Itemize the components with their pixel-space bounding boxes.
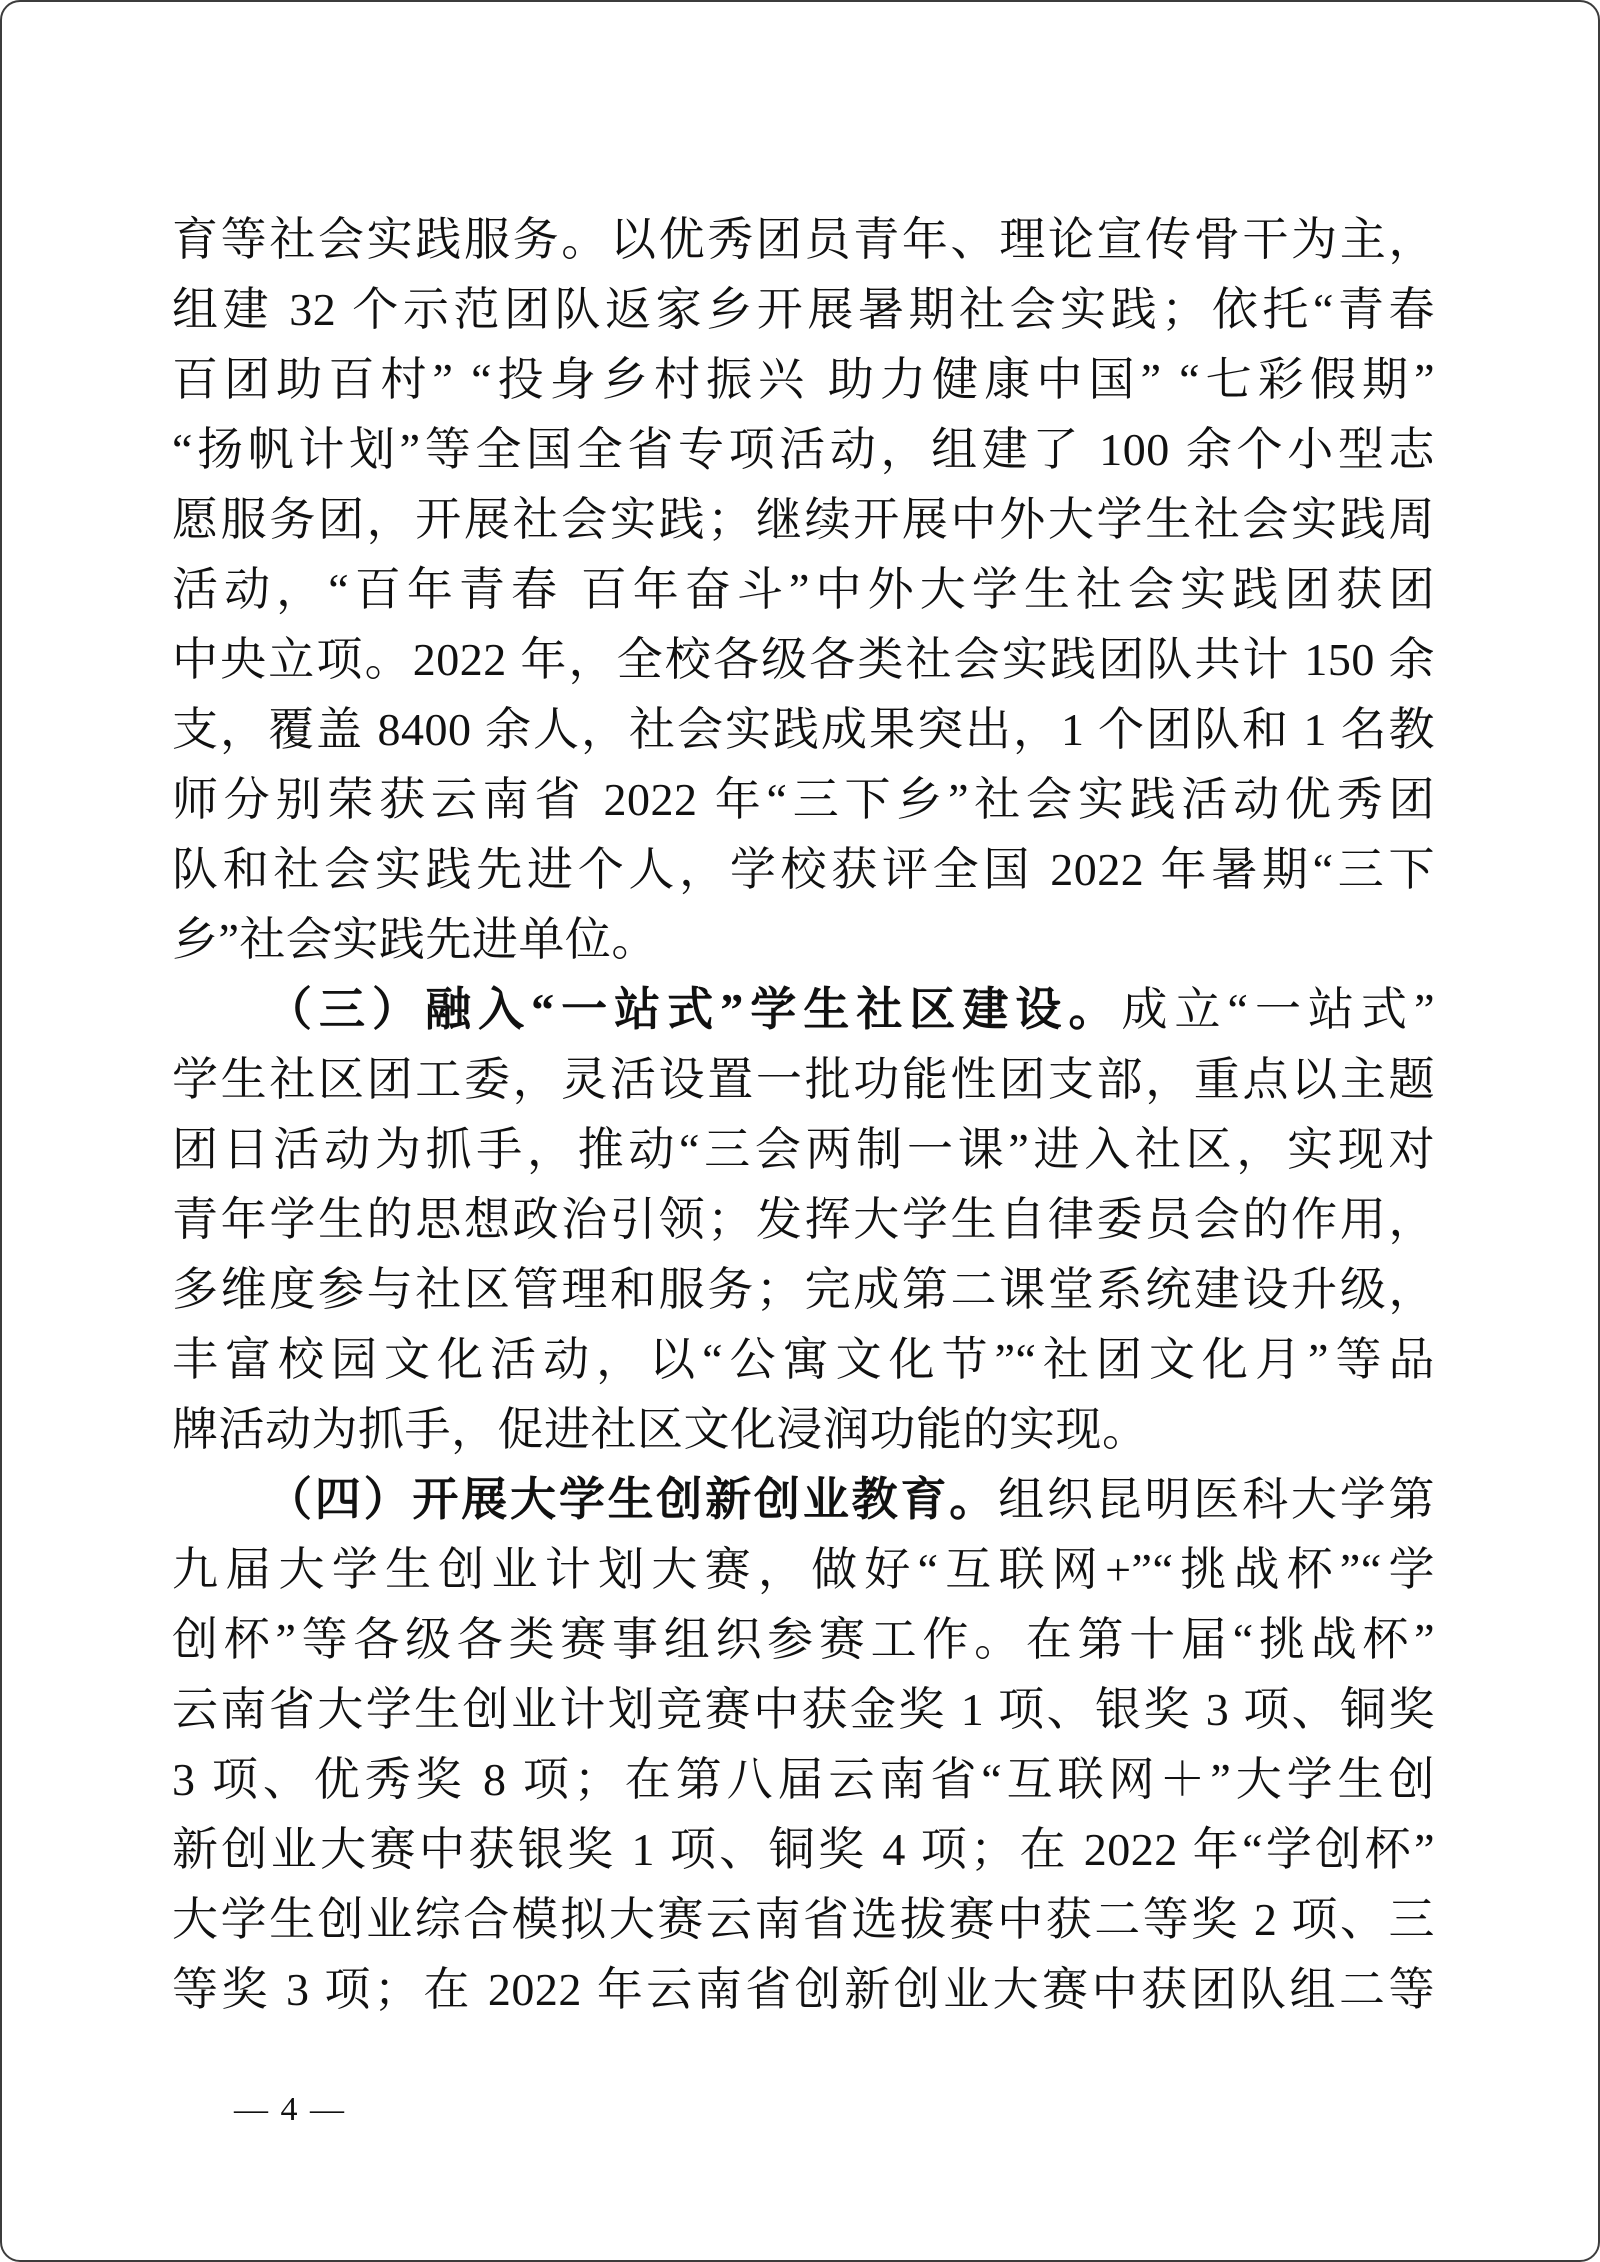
text-line [172, 1535, 1435, 1605]
text-segment: 组织昆明医科大学第 [998, 1474, 1436, 1525]
text-segment: 3 项、优秀奖 8 项；在第八届云南省“互联网＋”大学生创 [172, 1754, 1435, 1805]
text-segment: 百团助百村” “投身乡村振兴 助力健康中国” “七彩假期” [172, 354, 1435, 405]
text-line [172, 695, 1435, 765]
text-line [172, 415, 1435, 485]
text-line [172, 975, 1435, 1045]
text-segment: 云南省大学生创业计划竞赛中获金奖 1 项、银奖 3 项、铜奖 [172, 1684, 1435, 1735]
text-segment: 队和社会实践先进个人，学校获评全国 2022 年暑期“三下 [172, 844, 1435, 895]
text-line [172, 1115, 1435, 1185]
document-body [172, 205, 1435, 2025]
text-segment: 组建 32 个示范团队返家乡开展暑期社会实践；依托“青春 [172, 284, 1435, 335]
text-line [172, 205, 1435, 275]
text-segment: 创杯”等各级各类赛事组织参赛工作。在第十届“挑战杯” [172, 1614, 1435, 1665]
text-line [172, 625, 1435, 695]
text-segment: 愿服务团，开展社会实践；继续开展中外大学生社会实践周 [172, 494, 1435, 545]
text-line [172, 485, 1435, 555]
text-line [172, 1885, 1435, 1955]
text-line [172, 1395, 1435, 1465]
text-segment: 活动，“百年青春 百年奋斗”中外大学生社会实践团获团 [172, 564, 1435, 615]
text-segment: 多维度参与社区管理和服务；完成第二课堂系统建设升级， [172, 1264, 1435, 1315]
text-line [172, 1185, 1435, 1255]
text-segment: 成立“一站式” [1121, 984, 1436, 1035]
text-segment: 乡”社会实践先进单位。 [172, 914, 658, 965]
text-line [172, 765, 1435, 835]
text-line [172, 1255, 1435, 1325]
heading-segment: （三）融入“一站式”学生社区建设。 [266, 984, 1122, 1035]
text-segment: 九届大学生创业计划大赛，做好“互联网+”“挑战杯”“学 [172, 1544, 1435, 1595]
text-segment: 新创业大赛中获银奖 1 项、铜奖 4 项；在 2022 年“学创杯” [172, 1824, 1435, 1875]
text-segment: 大学生创业综合模拟大赛云南省选拔赛中获二等奖 2 项、三 [172, 1894, 1435, 1945]
text-line [172, 1955, 1435, 2025]
text-line [172, 1045, 1435, 1115]
text-line [172, 905, 1435, 975]
page-number: — 4 — [234, 2091, 346, 2128]
text-segment: 青年学生的思想政治引领；发挥大学生自律委员会的作用， [172, 1194, 1435, 1245]
text-segment: 牌活动为抓手，促进社区文化浸润功能的实现。 [172, 1404, 1149, 1455]
text-line [172, 1465, 1435, 1535]
text-line [172, 1675, 1435, 1745]
text-segment: 等奖 3 项；在 2022 年云南省创新创业大赛中获团队组二等 [172, 1964, 1435, 2015]
text-line [172, 1605, 1435, 1675]
text-line [172, 345, 1435, 415]
text-segment: 师分别荣获云南省 2022 年“三下乡”社会实践活动优秀团 [172, 774, 1435, 825]
text-line [172, 1815, 1435, 1885]
text-segment: 丰富校园文化活动，以“公寓文化节”“社团文化月”等品 [172, 1334, 1435, 1385]
text-line [172, 835, 1435, 905]
heading-segment: （四）开展大学生创新创业教育。 [266, 1474, 999, 1525]
text-line [172, 1325, 1435, 1395]
text-segment: 支，覆盖 8400 余人，社会实践成果突出，1 个团队和 1 名教 [172, 704, 1435, 755]
text-segment: 育等社会实践服务。以优秀团员青年、理论宣传骨干为主， [172, 214, 1435, 265]
text-line [172, 1745, 1435, 1815]
text-segment: 学生社区团工委，灵活设置一批功能性团支部，重点以主题 [172, 1054, 1435, 1105]
text-segment: 团日活动为抓手，推动“三会两制一课”进入社区，实现对 [172, 1124, 1435, 1175]
text-segment: “扬帆计划”等全国全省专项活动，组建了 100 余个小型志 [172, 424, 1435, 475]
text-line [172, 555, 1435, 625]
text-segment: 中央立项。2022 年，全校各级各类社会实践团队共计 150 余 [172, 634, 1435, 685]
text-line [172, 275, 1435, 345]
